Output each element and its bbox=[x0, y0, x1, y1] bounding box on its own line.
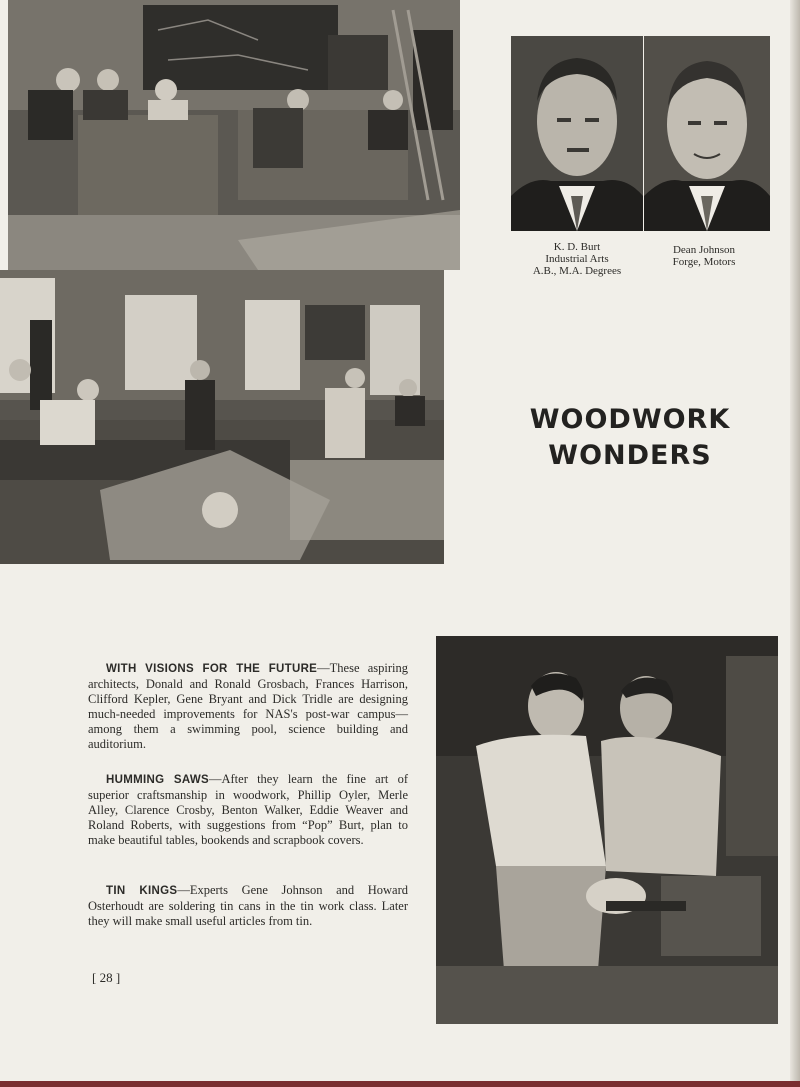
page-edge bbox=[790, 0, 800, 1087]
binding-edge bbox=[0, 1081, 800, 1087]
page-number: [ 28 ] bbox=[92, 970, 121, 985]
paragraph-body: —After they learn the fine art of superior craftsmanship in woodwork, Phillip Oyler, Merle Alley, Clarence Crosby, Benton Walker, Eddie Weaver and Roland Roberts, with suggestions from “Pop” Burt, plan to make beautiful tables, bookends and scrapbook covers. bbox=[88, 772, 409, 847]
portrait-kd-burt bbox=[511, 36, 643, 231]
portrait-caption-burt bbox=[511, 241, 643, 277]
caption-name: Dean Johnson bbox=[672, 244, 736, 256]
caption-name: K. D. Burt bbox=[553, 241, 601, 253]
paragraph-lead: WITH VISIONS FOR THE FUTURE bbox=[106, 663, 318, 675]
paragraph-lead: TIN KINGS bbox=[106, 885, 178, 897]
caption-subject: Industrial Arts bbox=[545, 253, 609, 265]
paragraph-saws bbox=[88, 772, 408, 848]
page-headline bbox=[520, 402, 740, 474]
paragraph-body: —These aspiring architects, Donald and Ronald Grosbach, Frances Harrison, Clifford Kepler, Gene Bryant and Dick Tridle are designing much-needed improvements for NAS's post-war campus—among them a swimming pool, science building and auditorium. bbox=[88, 661, 408, 751]
paragraph-lead: HUMMING SAWS bbox=[106, 774, 209, 786]
tinwork-photo bbox=[436, 636, 778, 1024]
caption-subject: Forge, Motors bbox=[672, 256, 736, 268]
portrait-dean-johnson bbox=[644, 36, 770, 231]
woodshop-photo bbox=[0, 270, 444, 564]
headline-line-2: WONDERS bbox=[548, 440, 712, 471]
caption-degrees: A.B., M.A. Degrees bbox=[532, 265, 622, 277]
paragraph-body: —Experts Gene Johnson and Howard Osterhoudt are soldering tin cans in the tin work class. Later they will make small useful articles from tin. bbox=[88, 883, 408, 928]
paragraph-tin-kings bbox=[88, 883, 408, 929]
headline-line-1: WOODWORK bbox=[529, 404, 731, 435]
paragraph-visions bbox=[88, 661, 408, 752]
drafting-class-photo bbox=[8, 0, 460, 270]
portrait-caption-johnson bbox=[640, 244, 768, 268]
